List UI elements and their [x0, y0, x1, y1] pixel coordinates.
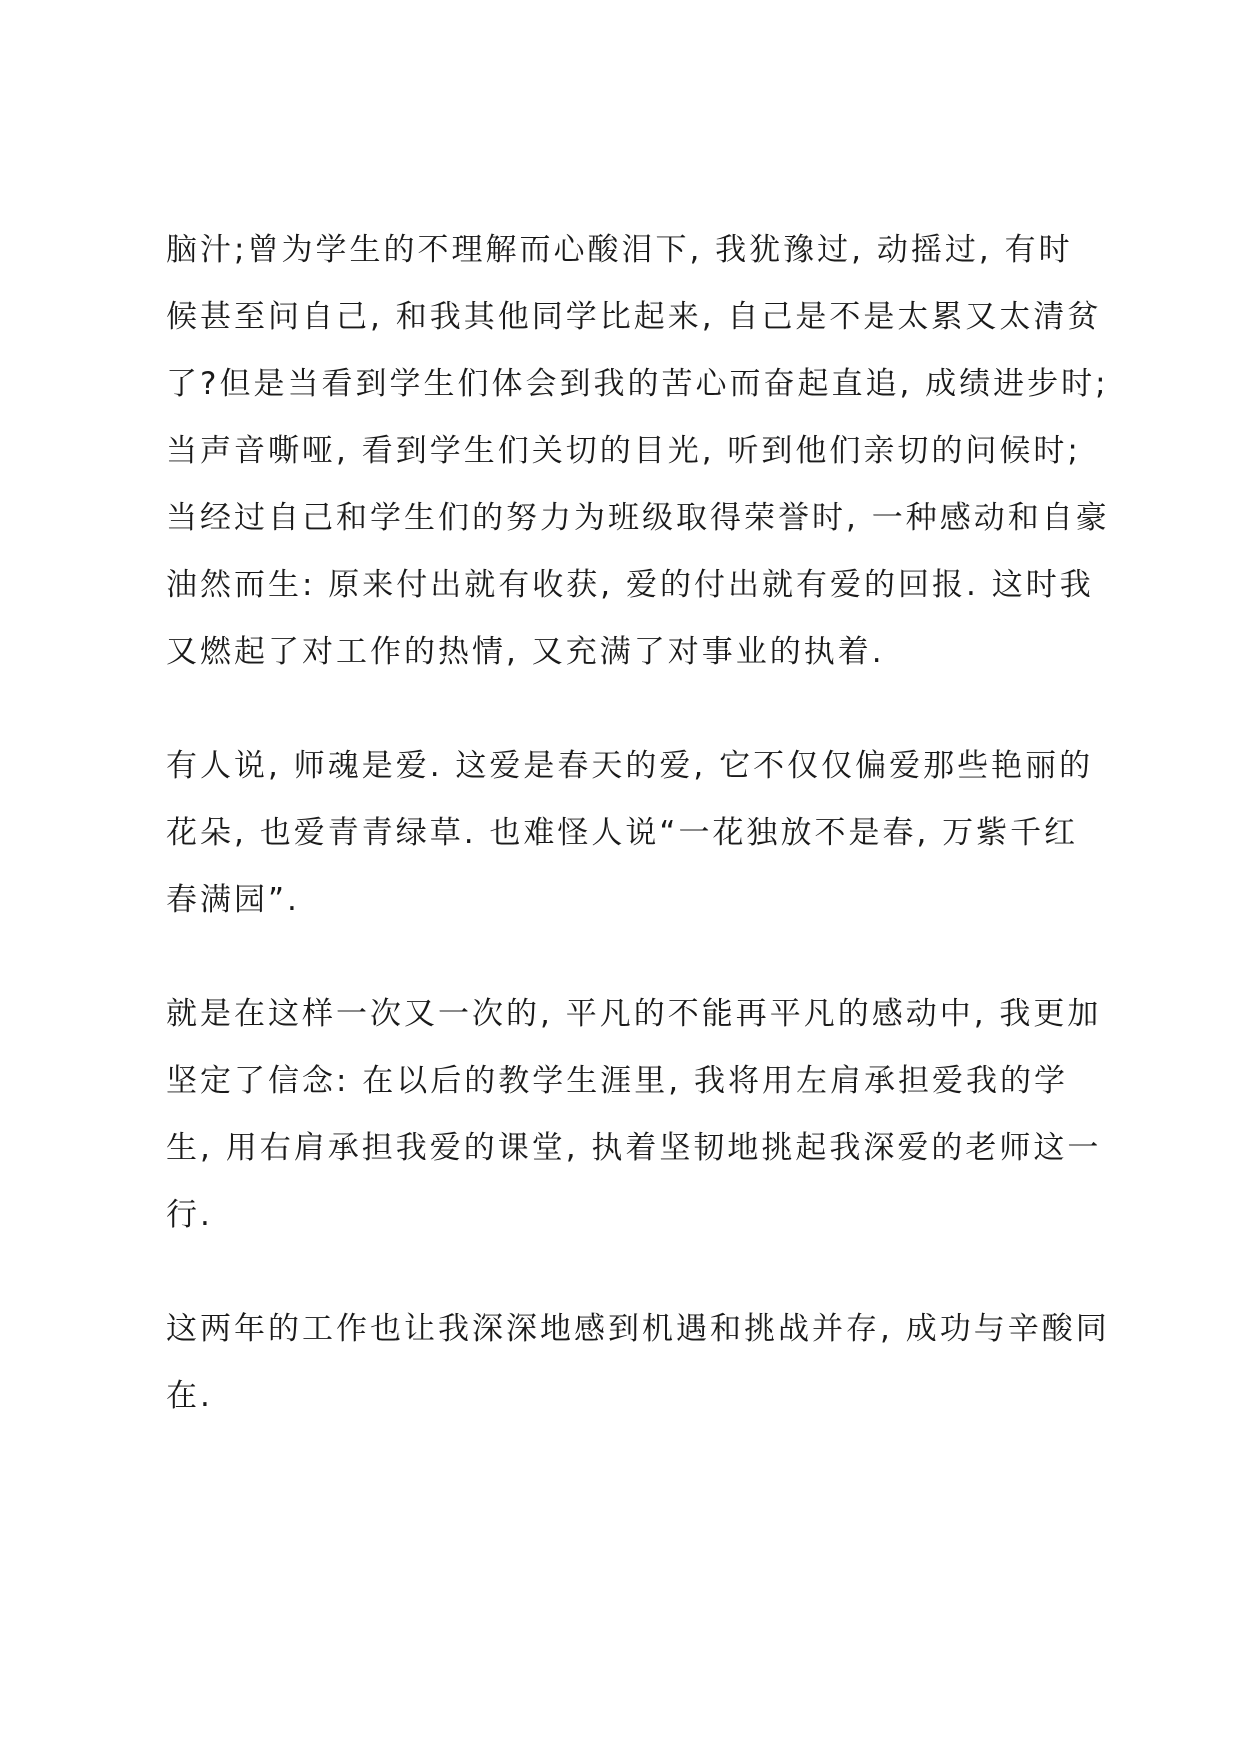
text-line: 又燃起了对工作的热情, 又充满了对事业的执着.: [166, 634, 885, 670]
text-line: 坚定了信念: 在以后的教学生涯里, 我将用左肩承担爱我的学: [166, 1063, 1069, 1099]
text-line: 在.: [166, 1378, 213, 1414]
text-line: 花朵, 也爱青青绿草. 也难怪人说“一花独放不是春, 万紫千红: [166, 815, 1079, 851]
text-line: 这两年的工作也让我深深地感到机遇和挑战并存, 成功与辛酸同: [166, 1311, 1110, 1347]
text-line: 当经过自己和学生们的努力为班级取得荣誉时, 一种感动和自豪: [166, 500, 1110, 536]
text-line: 春满园”.: [166, 882, 300, 918]
text-line: 当声音嘶哑, 看到学生们关切的目光, 听到他们亲切的问候时;: [166, 433, 1081, 469]
text-line: 了?但是当看到学生们体会到我的苦心而奋起直追, 成绩进步时;: [166, 366, 1109, 402]
text-line: 脑汁;曾为学生的不理解而心酸泪下, 我犹豫过, 动摇过, 有时: [166, 232, 1073, 268]
text-line: 行.: [166, 1197, 213, 1233]
text-line: 生, 用右肩承担我爱的课堂, 执着坚韧地挑起我深爱的老师这一: [166, 1130, 1102, 1166]
text-line: 油然而生: 原来付出就有收获, 爱的付出就有爱的回报. 这时我: [166, 567, 1094, 603]
text-line: 有人说, 师魂是爱. 这爱是春天的爱, 它不仅仅偏爱那些艳丽的: [166, 748, 1094, 784]
text-line: 就是在这样一次又一次的, 平凡的不能再平凡的感动中, 我更加: [166, 996, 1102, 1032]
text-line: 候甚至问自己, 和我其他同学比起来, 自己是不是太累又太清贫: [166, 299, 1102, 335]
